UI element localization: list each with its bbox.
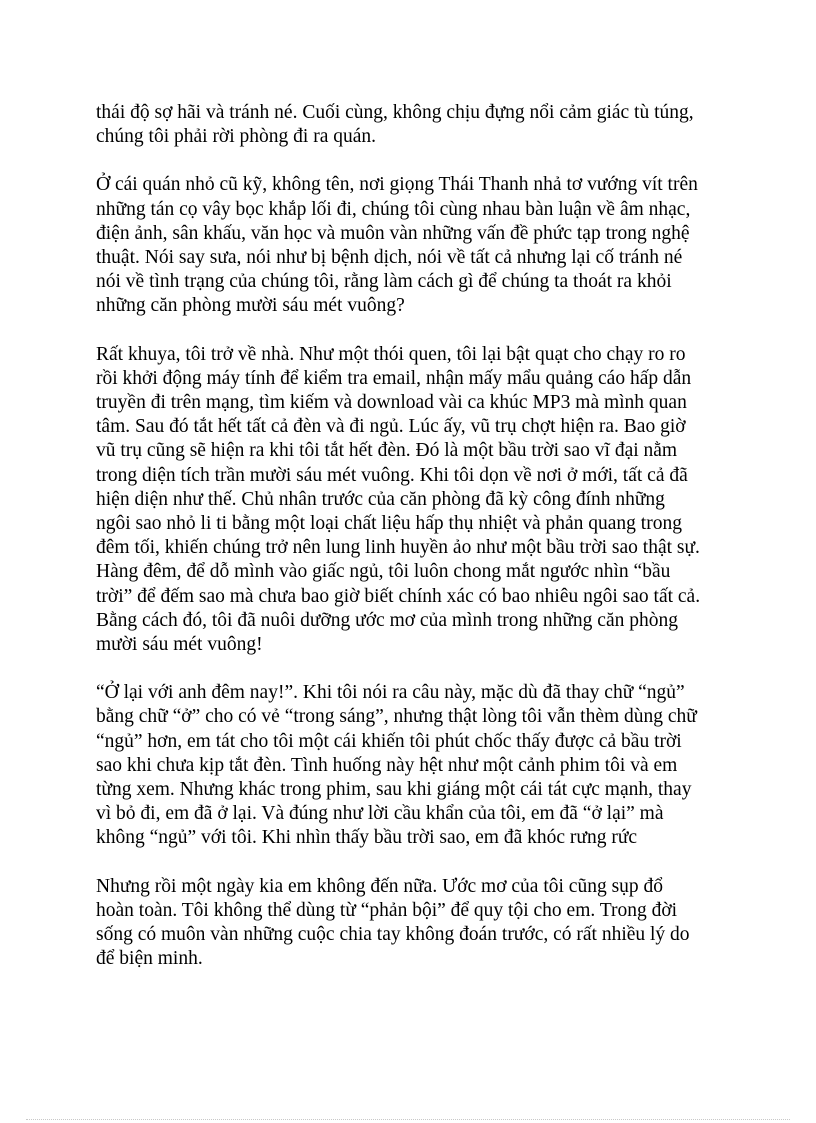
- text-line: Ở cái quán nhỏ cũ kỹ, không tên, nơi giọng Thái Thanh nhả tơ vướng vít trên: [96, 174, 698, 196]
- text-line: thuật. Nói say sưa, nói như bị bệnh dịch, nói về tất cả nhưng lại cố tránh né: [96, 247, 683, 269]
- text-line: chúng tôi phải rời phòng đi ra quán.: [96, 126, 377, 148]
- text-line: để biện minh.: [96, 948, 203, 970]
- text-line: hoàn toàn. Tôi không thể dùng từ “phản bội” để quy tội cho em. Trong đời: [96, 899, 678, 921]
- text-line: mười sáu mét vuông!: [96, 634, 263, 656]
- text-line: bằng chữ “ở” cho có vẻ “trong sáng”, nhưng thật lòng tôi vẫn thèm dùng chữ: [96, 706, 697, 728]
- text-line: tâm. Sau đó tắt hết tất cả đèn và đi ngủ. Lúc ấy, vũ trụ chợt hiện ra. Bao giờ: [96, 416, 686, 438]
- text-line: vì bỏ đi, em đã ở lại. Và đúng như lời cầu khẩn của tôi, em đã “ở lại” mà: [96, 803, 664, 825]
- text-line: từng xem. Nhưng khác trong phim, sau khi giáng một cái tát cực mạnh, thay: [96, 779, 692, 801]
- text-line: ngôi sao nhỏ li ti bằng một loại chất liệu hấp thụ nhiệt và phản quang trong: [96, 513, 682, 535]
- text-line: những căn phòng mười sáu mét vuông?: [96, 295, 405, 317]
- text-line: trời” để đếm sao mà chưa bao giờ biết chính xác có bao nhiêu ngôi sao tất cả.: [96, 585, 701, 607]
- text-line: Rất khuya, tôi trở về nhà. Như một thói quen, tôi lại bật quạt cho chạy ro ro: [96, 343, 686, 365]
- paragraph: [96, 173, 726, 318]
- text-line: thái độ sợ hãi và tránh né. Cuối cùng, không chịu đựng nổi cảm giác tù túng,: [96, 102, 694, 123]
- text-line: vũ trụ cũng sẽ hiện ra khi tôi tắt hết đèn. Đó là một bầu trời sao vĩ đại nằm: [96, 440, 678, 462]
- paragraph: [96, 343, 726, 658]
- text-line: đêm tối, khiến chúng trở nên lung linh huyền ảo như một bầu trời sao thật sự.: [96, 537, 700, 559]
- text-line: những tán cọ vây bọc khắp lối đi, chúng tôi cùng nhau bàn luận về âm nhạc,: [96, 198, 691, 220]
- text-line: “Ở lại với anh đêm nay!”. Khi tôi nói ra câu này, mặc dù đã thay chữ “ngủ”: [96, 682, 685, 704]
- page-bottom-rule: [26, 1119, 790, 1120]
- text-line: “ngủ” hơn, em tát cho tôi một cái khiến tôi phút chốc thấy được cả bầu trời: [96, 730, 682, 752]
- text-line: sao khi chưa kịp tắt đèn. Tình huống này hệt như một cảnh phim tôi và em: [96, 754, 678, 776]
- paragraph: [96, 101, 726, 149]
- text-line: sống có muôn vàn những cuộc chia tay không đoán trước, có rất nhiều lý do: [96, 924, 690, 946]
- paragraph: [96, 875, 726, 972]
- text-line: Hàng đêm, để dỗ mình vào giấc ngủ, tôi luôn chong mắt ngước nhìn “bầu: [96, 561, 671, 583]
- text-line: Nhưng rồi một ngày kia em không đến nữa. Ước mơ của tôi cũng sụp đổ: [96, 875, 664, 897]
- paragraph: [96, 681, 726, 850]
- text-line: không “ngủ” với tôi. Khi nhìn thấy bầu trời sao, em đã khóc rưng rức: [96, 827, 638, 849]
- text-line: nói về tình trạng của chúng tôi, rằng làm cách gì để chúng ta thoát ra khỏi: [96, 271, 672, 293]
- text-line: truyền đi trên mạng, tìm kiếm và download vài ca khúc MP3 mà mình quan: [96, 392, 687, 414]
- text-line: điện ảnh, sân khấu, văn học và muôn vàn những vấn đề phức tạp trong nghệ: [96, 222, 690, 244]
- document-body: [96, 101, 726, 996]
- text-line: rồi khởi động máy tính để kiểm tra email, nhận mấy mẩu quảng cáo hấp dẫn: [96, 367, 692, 389]
- text-line: hiện diện như thế. Chủ nhân trước của căn phòng đã kỳ công đính những: [96, 488, 665, 510]
- text-line: trong diện tích trần mười sáu mét vuông. Khi tôi dọn về nơi ở mới, tất cả đã: [96, 464, 688, 486]
- text-line: Bằng cách đó, tôi đã nuôi dưỡng ước mơ của mình trong những căn phòng: [96, 609, 678, 631]
